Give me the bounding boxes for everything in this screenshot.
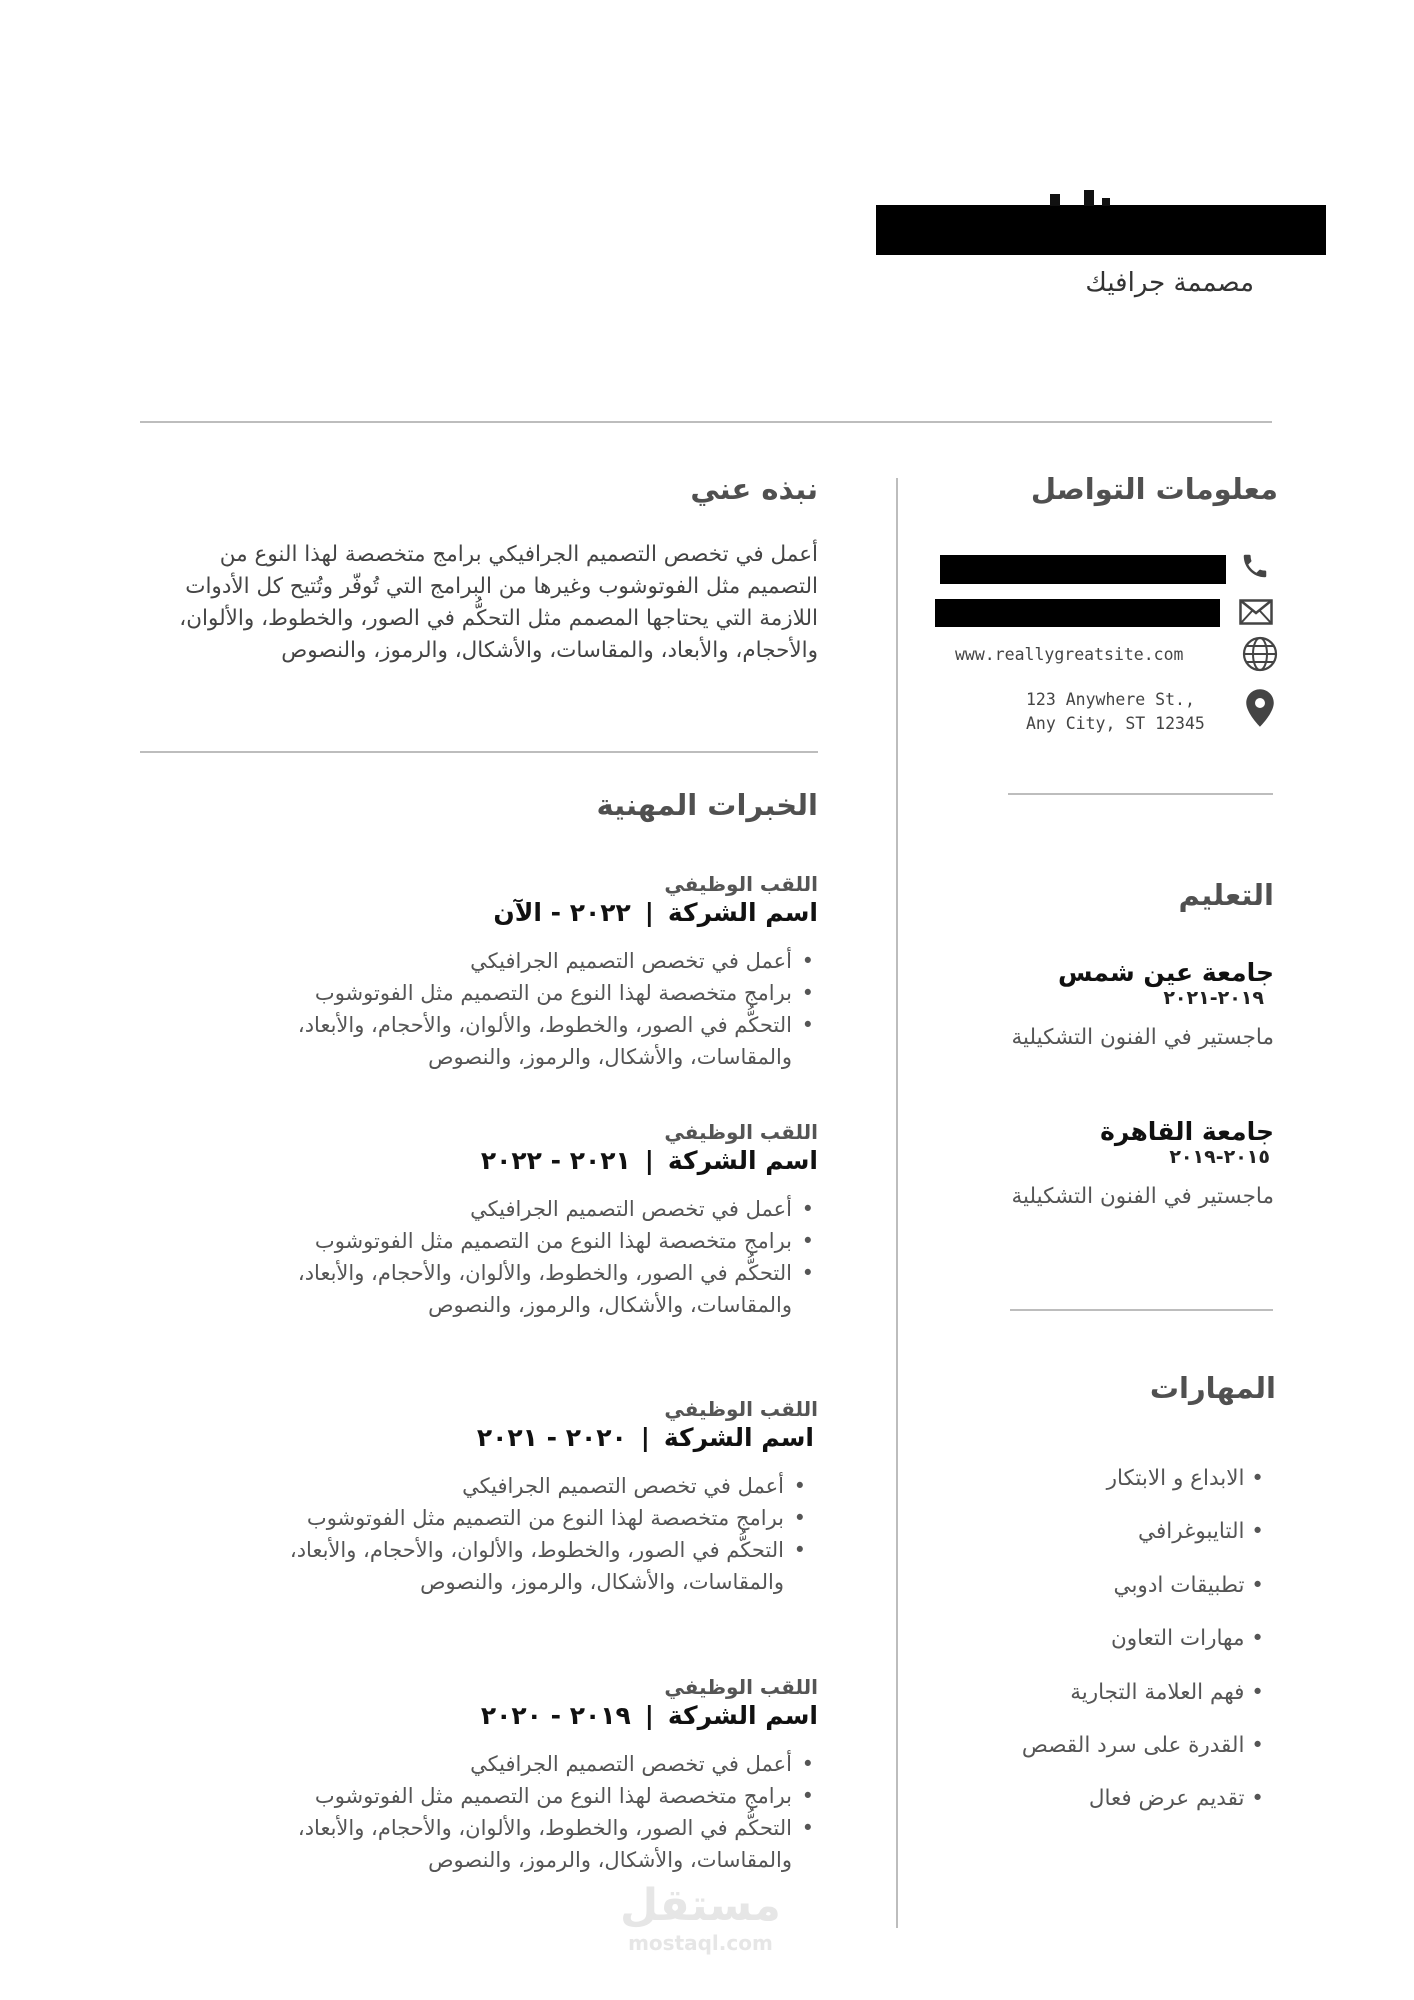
phone-redaction-bar bbox=[940, 555, 1226, 584]
job-bullets bbox=[202, 945, 818, 1073]
skill-item: • فهم العلامة التجارية bbox=[1070, 1680, 1264, 1705]
education-entry bbox=[1011, 958, 1274, 1050]
job-title: اللقب الوظيفي bbox=[664, 872, 818, 896]
contact-heading: معلومات التواصل bbox=[1030, 472, 1278, 506]
about-heading: نبذه عني bbox=[690, 472, 818, 506]
job-bullets bbox=[282, 1748, 818, 1876]
job-company-line: اسم الشركة|٢٠٢٠ - ٢٠٢١ bbox=[476, 1423, 814, 1452]
job-bullet: • برامج متخصصة لهذا النوع من التصميم مثل الفوتوشوب bbox=[282, 1225, 792, 1257]
about-text: أعمل في تخصص التصميم الجرافيكي برامج متخصصة لهذا النوع من التصميم مثل الفوتوشوب وغيرها من البرامج التي تُوفّر وتُتيح كل الأدوات اللازمة التي يحتاجها المصمم مثل التحكُّم في الصور، والخطوط، والألوان، والأحجام، والأبعاد، والمقاسات، والأشكال، والرموز، والنصوص bbox=[179, 542, 818, 663]
company-name: اسم الشركة bbox=[663, 1423, 814, 1452]
job-title: اللقب الوظيفي bbox=[664, 1120, 818, 1144]
job-period: ٢٠٢٢ - الآن bbox=[493, 898, 631, 927]
job-bullet: • برامج متخصصة لهذا النوع من التصميم مثل الفوتوشوب bbox=[282, 1780, 792, 1812]
envelope-icon bbox=[1236, 592, 1276, 632]
job-period: ٢٠٢٠ - ٢٠٢١ bbox=[476, 1423, 627, 1452]
company-name: اسم الشركة bbox=[667, 1146, 818, 1175]
address-text bbox=[1026, 688, 1205, 736]
globe-icon bbox=[1240, 634, 1280, 674]
job-period: ٢٠٢١ - ٢٠٢٢ bbox=[480, 1146, 631, 1175]
job-period: ٢٠١٩ - ٢٠٢٠ bbox=[480, 1701, 631, 1730]
name-redaction-bar bbox=[876, 205, 1326, 255]
job-bullet: • التحكُّم في الصور، والخطوط، والألوان، والأحجام، والأبعاد، والمقاسات، والأشكال، والرموز، والنصوص bbox=[282, 1257, 792, 1321]
company-name: اسم الشركة bbox=[667, 898, 818, 927]
university-name: جامعة عين شمس bbox=[1057, 958, 1274, 987]
job-bullet: • التحكُّم في الصور، والخطوط، والألوان، والأحجام، والأبعاد، والمقاسات، والأشكال، والرموز، والنصوص bbox=[202, 1009, 792, 1073]
skill-item: • التايبوغرافي bbox=[1138, 1519, 1264, 1544]
job-bullets bbox=[274, 1470, 810, 1598]
experience-heading: الخبرات المهنية bbox=[596, 788, 818, 822]
job-bullet: • التحكُّم في الصور، والخطوط، والألوان، والأحجام، والأبعاد، والمقاسات، والأشكال، والرموز، والنصوص bbox=[282, 1812, 792, 1876]
contact-divider bbox=[1008, 793, 1273, 795]
about-divider bbox=[140, 751, 818, 753]
job-company-line: اسم الشركة|٢٠٢١ - ٢٠٢٢ bbox=[480, 1146, 818, 1175]
job-title: اللقب الوظيفي bbox=[664, 1397, 818, 1421]
address-line: Any City, ST 12345 bbox=[1026, 714, 1205, 733]
watermark bbox=[620, 1880, 781, 1955]
university-name: جامعة القاهرة bbox=[1100, 1117, 1274, 1146]
job-bullet: • أعمل في تخصص التصميم الجرافيكي bbox=[274, 1470, 784, 1502]
education-entry bbox=[1011, 1117, 1274, 1209]
watermark-arabic: مستقل bbox=[620, 1880, 781, 1931]
job-bullet: • برامج متخصصة لهذا النوع من التصميم مثل الفوتوشوب bbox=[274, 1502, 784, 1534]
job-bullet: • برامج متخصصة لهذا النوع من التصميم مثل الفوتوشوب bbox=[202, 977, 792, 1009]
degree-name: ماجستير في الفنون التشكيلية bbox=[1011, 1184, 1274, 1209]
education-divider bbox=[1010, 1309, 1273, 1311]
job-entry bbox=[194, 1397, 818, 1598]
job-company-line: اسم الشركة|٢٠٢٢ - الآن bbox=[493, 898, 818, 927]
location-pin-icon bbox=[1240, 688, 1280, 728]
skill-item: • الابداع و الابتكار bbox=[1107, 1466, 1264, 1491]
skill-item: • تقديم عرض فعال bbox=[1089, 1786, 1264, 1811]
education-years: ٢٠١٩-٢٠٢١ bbox=[1163, 987, 1264, 1009]
education-heading: التعليم bbox=[1178, 878, 1274, 912]
degree-name: ماجستير في الفنون التشكيلية bbox=[1011, 1025, 1274, 1050]
job-bullet: • أعمل في تخصص التصميم الجرافيكي bbox=[282, 1193, 792, 1225]
header-divider bbox=[140, 421, 1272, 423]
phone-icon bbox=[1235, 546, 1275, 586]
watermark-latin: mostaql.com bbox=[628, 1931, 773, 1955]
skill-item: • مهارات التعاون bbox=[1111, 1626, 1264, 1651]
skill-item: • تطبيقات ادوبي bbox=[1114, 1573, 1264, 1598]
job-role: مصممة جرافيك bbox=[1085, 268, 1254, 298]
job-bullet: • أعمل في تخصص التصميم الجرافيكي bbox=[202, 945, 792, 977]
job-bullet: • التحكُّم في الصور، والخطوط، والألوان، والأحجام، والأبعاد، والمقاسات، والأشكال، والرموز، والنصوص bbox=[274, 1534, 784, 1598]
job-entry bbox=[198, 1120, 818, 1321]
job-title: اللقب الوظيفي bbox=[664, 1675, 818, 1699]
name-peek bbox=[1040, 190, 1120, 206]
address-line: 123 Anywhere St., bbox=[1026, 690, 1195, 709]
education-years: ٢٠١٥-٢٠١٩ bbox=[1169, 1146, 1270, 1168]
job-bullets bbox=[282, 1193, 818, 1321]
job-entry bbox=[198, 872, 818, 1073]
column-divider bbox=[896, 478, 898, 1928]
email-redaction-bar bbox=[935, 599, 1220, 627]
company-name: اسم الشركة bbox=[667, 1701, 818, 1730]
skill-item: • القدرة على سرد القصص bbox=[1022, 1733, 1264, 1758]
job-bullet: • أعمل في تخصص التصميم الجرافيكي bbox=[282, 1748, 792, 1780]
website-text: www.reallygreatsite.com bbox=[955, 645, 1184, 664]
job-entry bbox=[198, 1675, 818, 1876]
skills-heading: المهارات bbox=[1149, 1371, 1276, 1405]
job-company-line: اسم الشركة|٢٠١٩ - ٢٠٢٠ bbox=[480, 1701, 818, 1730]
